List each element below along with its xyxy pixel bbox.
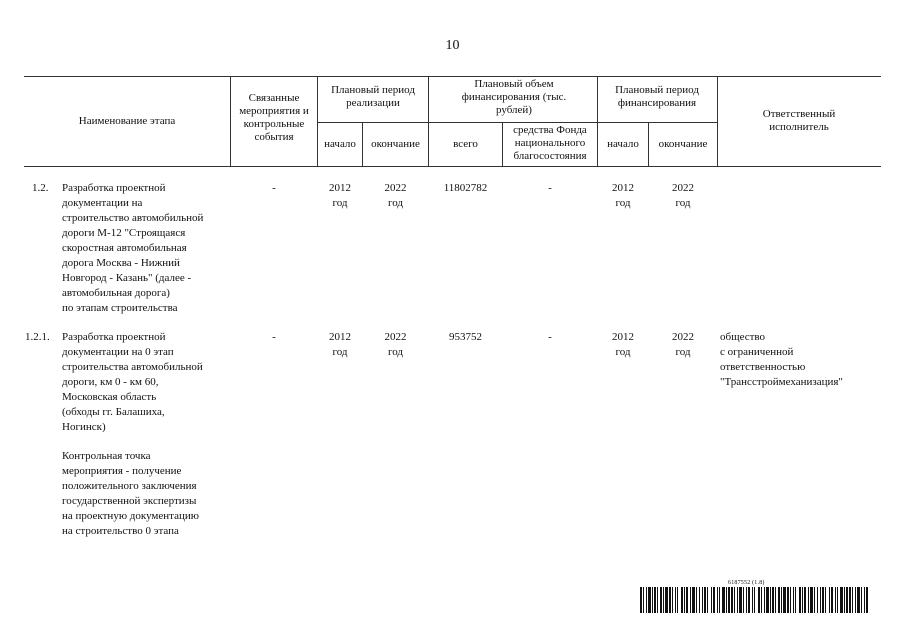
year-unit: год bbox=[332, 346, 348, 358]
text-line: на проектную документацию bbox=[62, 510, 199, 522]
text-line: Разработка проектной bbox=[62, 331, 166, 343]
year-value: 2012 bbox=[612, 331, 634, 343]
text-line: "Трансстроймеханизация" bbox=[720, 376, 843, 388]
year-unit: год bbox=[387, 346, 404, 358]
header-responsible: Ответственный исполнитель bbox=[762, 108, 836, 133]
barcode-label: 6187552 (1.8) bbox=[728, 580, 765, 586]
row-related: - bbox=[272, 182, 276, 194]
row-impl-start bbox=[318, 330, 362, 360]
text-line: на строительство 0 этапа bbox=[62, 525, 179, 537]
row-impl-start bbox=[318, 181, 362, 211]
text-line: Новгород - Казань" (далее - bbox=[62, 272, 192, 284]
row-fin-start bbox=[598, 181, 648, 211]
year-unit: год bbox=[332, 197, 348, 209]
header-related-events: Связанные мероприятия и контрольные события bbox=[239, 92, 309, 143]
row-fin-start bbox=[598, 330, 648, 360]
text-line: ответственностью bbox=[720, 361, 806, 373]
year-value: 2012 bbox=[612, 182, 634, 194]
page-number: 10 bbox=[445, 38, 460, 53]
row-fund: - bbox=[548, 182, 552, 194]
text-line: (обходы гг. Балашиха, bbox=[62, 406, 165, 418]
col-divider bbox=[317, 76, 318, 166]
row-responsible bbox=[720, 330, 880, 390]
header-impl-start: начало bbox=[324, 138, 356, 150]
text-line: положительного заключения bbox=[62, 480, 197, 492]
row-stage-name bbox=[62, 181, 230, 316]
barcode-image bbox=[640, 587, 868, 613]
text-line: Московская область bbox=[62, 391, 157, 403]
text-line: документации на 0 этап bbox=[62, 346, 174, 358]
col-divider bbox=[428, 76, 429, 166]
year-value: 2012 bbox=[329, 182, 351, 194]
year-value: 2022 bbox=[384, 182, 407, 194]
text-line: дорога Москва - Нижний bbox=[62, 257, 180, 269]
year-value: 2022 bbox=[672, 182, 694, 194]
header-wealth-fund: средства Фонда национального благосостояния bbox=[513, 124, 587, 162]
year-value: 2022 bbox=[384, 331, 407, 343]
year-unit: год bbox=[615, 346, 631, 358]
text-line: государственной экспертизы bbox=[62, 495, 197, 507]
text-line: строительство автомобильной bbox=[62, 212, 204, 224]
text-line: строительства автомобильной bbox=[62, 361, 203, 373]
text-line: общество bbox=[720, 331, 766, 343]
text-line: дороги М-12 "Строящаяся bbox=[62, 227, 186, 239]
text-line: Разработка проектной bbox=[62, 182, 166, 194]
table-top-border bbox=[24, 76, 881, 77]
header-total: всего bbox=[453, 138, 478, 150]
header-financing-period: Плановый период финансирования bbox=[615, 84, 699, 109]
row-fund: - bbox=[548, 331, 552, 343]
header-fin-start: начало bbox=[607, 138, 639, 150]
text-line: автомобильная дорога) bbox=[62, 287, 170, 299]
row-number: 1.2.1. bbox=[25, 331, 50, 343]
row-number: 1.2. bbox=[32, 182, 49, 194]
header-stage-name: Наименование этапа bbox=[78, 115, 176, 127]
text-line: с ограниченной bbox=[720, 346, 794, 358]
year-unit: год bbox=[675, 197, 691, 209]
text-line: Контрольная точка bbox=[62, 450, 151, 462]
row-fin-end bbox=[649, 181, 717, 211]
row-impl-end bbox=[363, 330, 428, 360]
header-financing-volume: Плановый объем финансирования (тыс. рублей) bbox=[461, 78, 567, 116]
col-divider bbox=[230, 76, 231, 166]
text-line: дороги, км 0 - км 60, bbox=[62, 376, 159, 388]
row-stage-name bbox=[62, 330, 230, 435]
text-line: Ногинск) bbox=[62, 421, 106, 433]
row-related: - bbox=[272, 331, 276, 343]
year-unit: год bbox=[615, 197, 631, 209]
text-line: скоростная автомобильная bbox=[62, 242, 187, 254]
control-point-text bbox=[62, 449, 232, 539]
year-unit: год bbox=[675, 346, 691, 358]
row-fin-end bbox=[649, 330, 717, 360]
col-divider bbox=[717, 76, 718, 166]
row-total: 953752 bbox=[449, 331, 482, 343]
header-impl-end: окончание bbox=[371, 138, 420, 150]
header-fin-end: окончание bbox=[658, 138, 708, 150]
year-value: 2012 bbox=[329, 331, 351, 343]
year-value: 2022 bbox=[672, 331, 694, 343]
text-line: мероприятия - получение bbox=[62, 465, 182, 477]
row-impl-end bbox=[363, 181, 428, 211]
col-divider bbox=[597, 76, 598, 166]
text-line: по этапам строительства bbox=[62, 302, 178, 314]
header-implementation-period: Плановый период реализации bbox=[331, 84, 415, 109]
row-total: 11802782 bbox=[443, 182, 488, 194]
year-unit: год bbox=[387, 197, 404, 209]
header-bottom-border bbox=[24, 166, 881, 167]
header-subdivider bbox=[317, 122, 717, 123]
text-line: документации на bbox=[62, 197, 143, 209]
